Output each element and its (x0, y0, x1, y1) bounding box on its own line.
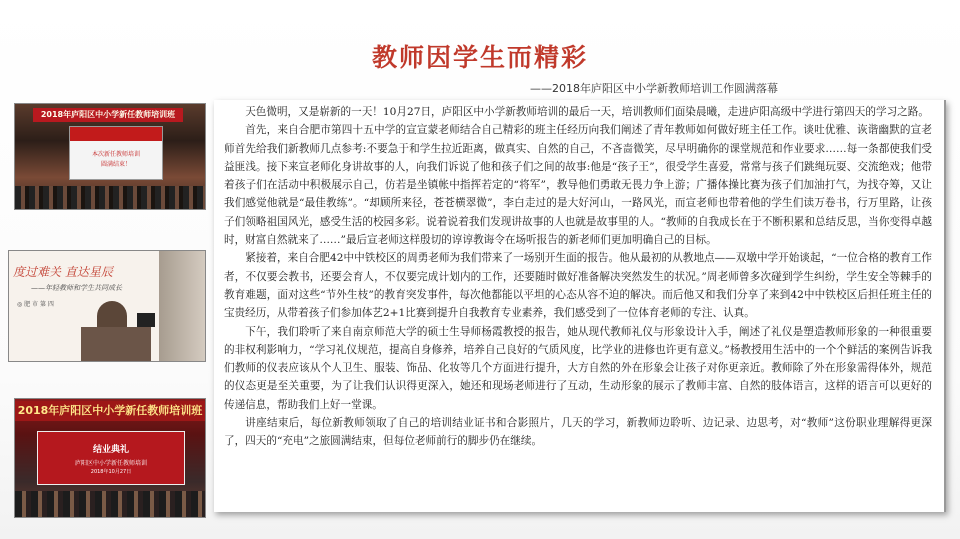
article-paragraph: 讲座结束后，每位新教师领取了自己的培训结业证书和合影照片，几天的学习，新教师边聆听、边记录、边思考，对“教师”这份职业理解得更深了，四天的“充电”之旅圆满结束，但每位老师前行的脚步仍在继续。 (224, 417, 932, 448)
photo3-projection-screen (37, 431, 185, 485)
photo2-slide-caption: ◎ 肥 市 第 四 (17, 301, 54, 308)
photo1-projection-screen (69, 126, 163, 180)
article-body (214, 103, 944, 451)
photo3-attendees (15, 491, 205, 517)
photo2-laptop (137, 313, 155, 327)
photo1-banner: 2018年庐阳区中小学新任教师培训班 (33, 108, 183, 122)
article-paragraph: 天色微明，又是崭新的一天！10月27日，庐阳区中小学新教师培训的最后一天，培训教师们面染晨曦，走进庐阳高级中学进行第四天的学习之路。 (245, 106, 929, 118)
photo1-screen-line2: 圆满结束！ (100, 161, 131, 168)
article-paragraph: 首先，来自合肥市第四十五中学的宣宣蒙老师结合自己精彩的班主任经历向我们阐述了青年教师如何做好班主任工作。谈吐优雅、诙谐幽默的宣老师首先给我们新教师几点参考:不要急于和学生拉近距离，做真实、自然的自己，不吝啬微笑，尽早明确你的课堂规范和作业要求……每一条都使我们受益匪浅。接下来宣老师化身讲故事的人，向我们诉说了他和孩子们之间的故事:他是“孩子王”，很受学生喜爱，常常与孩子们跳绳玩耍、交流绝戏；他带着孩子们在活动中积极展示自己，仿若是坐镇帐中指挥若定的“将军”，教导他们勇敢无畏力争上游；广播体操比赛为孩子们加油打气，为找夺筹，又让我们感觉他就是“最佳教练”。“却顾所来径，苍苍横翠微”，李白走过的是大好河山，一路风光，而宣老师也带着他的学生们读万卷书，行万里路，让孩子们领略祖国风光，感受生活的校园多彩。说着说着我们发现讲故事的人也就是故事里的人。“教师的自我成长在于不断积累和总结反思，当你变得卓越时，财富自然就来了……”最后宣老师这样殷切的谆谆教诲令在场听报告的新老师们更加明确自己的目标。 (224, 124, 932, 247)
photo1-screen-header (70, 127, 162, 141)
photo1-screen-line1: 本次新任教师培训 (91, 151, 140, 158)
photo3-screen-line1: 结业典礼 (92, 445, 129, 455)
photo2-slide-subheading: ——年轻教师和学生共同成长 (31, 284, 122, 292)
photo1-audience (15, 186, 205, 209)
photo2-wall (159, 251, 205, 361)
page-title: 教师因学生而精彩 (371, 43, 588, 72)
closing-ceremony-photo (14, 398, 206, 518)
photo3-screen-line2: 庐阳区中小学新任教师培训 (74, 460, 147, 467)
photo2-slide-heading: 度过难关 直达星辰 (13, 265, 113, 279)
article-paragraph: 紧接着，来自合肥42中中铁校区的周勇老师为我们带来了一场别开生面的报告。他从最初的从教地点——双墩中学开始谈起，“一位合格的教育工作者，不仅要会教书，还要会育人，不仅要完成计划内的工作，还要随时做好准备解决突然发生的状况。”周老师曾多次碰到学生纠纷，学生安全等棘手的教育难题，面对这些“节外生枝”的教育突发事件，每次他都能以平坦的心态从容不迫的解决。而后他又和我们分享了来到42中中铁校区后担任班主任的宝贵经历，从带着孩子们参加体艺2+1比赛到提升自我教育专业素养，我们感受到了一位体育老师的专注、认真。 (224, 252, 932, 320)
photo3-banner: 2018年庐阳区中小学新任教师培训班 (15, 401, 205, 421)
article-document (214, 100, 946, 512)
article-paragraph: 下午，我们聆听了来自南京师范大学的硕士生导师杨霞教授的报告，她从现代教师礼仪与形象设计入手，阐述了礼仪是塑造教师形象的一种很重要的非权利影响力，“学习礼仪规范，提高自身修养，培养自己良好的气质风度，比学业的进修也许更有意义。”杨教授用生活中的一个个鲜活的案例告诉我们教师的仪表应该从个人卫生、服装、饰品、化妆等几个方面进行提升，大方自然的外在形象会让孩子对你更亲近。教师除了外在形象需得体外，规范的仪态更是至关重要，为了让我们认识得更深入，她还和现场老师进行了互动，生动形象的展示了教师丰富、自然的肢体语言，这样的语言可以更好的传递信息，帮助我们上好一堂课。 (224, 325, 932, 411)
lecturer-photo (8, 250, 206, 362)
training-hall-photo (14, 103, 206, 210)
photo3-screen-line3: 2018年10月27日 (90, 469, 132, 475)
page-subtitle: ——2018年庐阳区中小学新教师培训工作圆满落幕 (530, 82, 778, 95)
photo2-podium (81, 327, 151, 361)
